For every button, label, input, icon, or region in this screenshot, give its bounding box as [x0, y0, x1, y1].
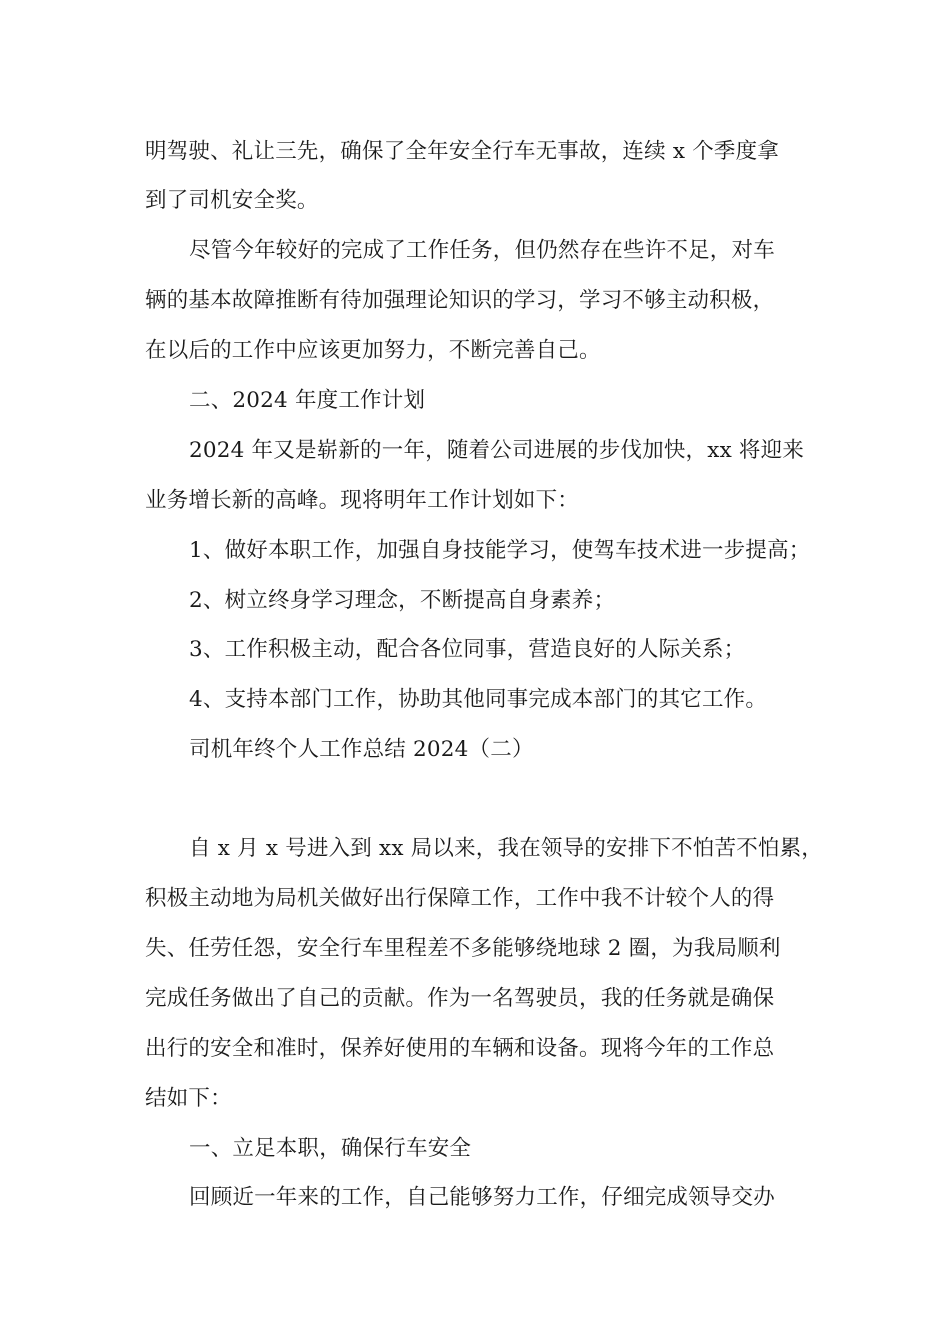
text-line: 失、任劳任怨，安全行车里程差不多能够绕地球 2 圈，为我局顺利 — [145, 936, 781, 961]
section-heading: 二、2024 年度工作计划 — [189, 388, 426, 413]
text-line: 辆的基本故障推断有待加强理论知识的学习，学习不够主动积极， — [145, 288, 775, 313]
text-line: 完成任务做出了自己的贡献。作为一名驾驶员，我的任务就是确保 — [145, 986, 775, 1011]
text-line: 出行的安全和准时，保养好使用的车辆和设备。现将今年的工作总 — [145, 1036, 775, 1061]
section-heading: 一、立足本职，确保行车安全 — [189, 1136, 472, 1161]
list-item: 4、支持本部门工作，协助其他同事完成本部门的其它工作。 — [189, 687, 768, 712]
text-line: 到了司机安全奖。 — [145, 188, 319, 213]
list-item: 1、做好本职工作，加强自身技能学习，使驾车技术进一步提高； — [189, 538, 811, 563]
paragraph-start: 回顾近一年来的工作，自己能够努力工作，仔细完成领导交办 — [189, 1185, 775, 1210]
paragraph-start: 尽管今年较好的完成了工作任务，但仍然存在些许不足，对车 — [189, 238, 775, 263]
list-item: 3、工作积极主动，配合各位同事，营造良好的人际关系； — [189, 637, 746, 662]
text-line: 明驾驶、礼让三先，确保了全年安全行车无事故，连续 x 个季度拿 — [145, 139, 779, 164]
paragraph-start: 2024 年又是崭新的一年，随着公司进展的步伐加快，xx 将迎来 — [189, 438, 805, 463]
text-line: 结如下： — [145, 1086, 232, 1111]
paragraph-start: 自 x 月 x 号进入到 xx 局以来，我在领导的安排下不怕苦不怕累， — [189, 836, 824, 861]
text-line: 在以后的工作中应该更加努力，不断完善自己。 — [145, 338, 601, 363]
document-title: 司机年终个人工作总结 2024（二） — [189, 737, 534, 762]
list-item: 2、树立终身学习理念，不断提高自身素养； — [189, 588, 616, 613]
text-line: 业务增长新的高峰。现将明年工作计划如下： — [145, 488, 580, 513]
text-line: 积极主动地为局机关做好出行保障工作，工作中我不计较个人的得 — [145, 886, 775, 911]
